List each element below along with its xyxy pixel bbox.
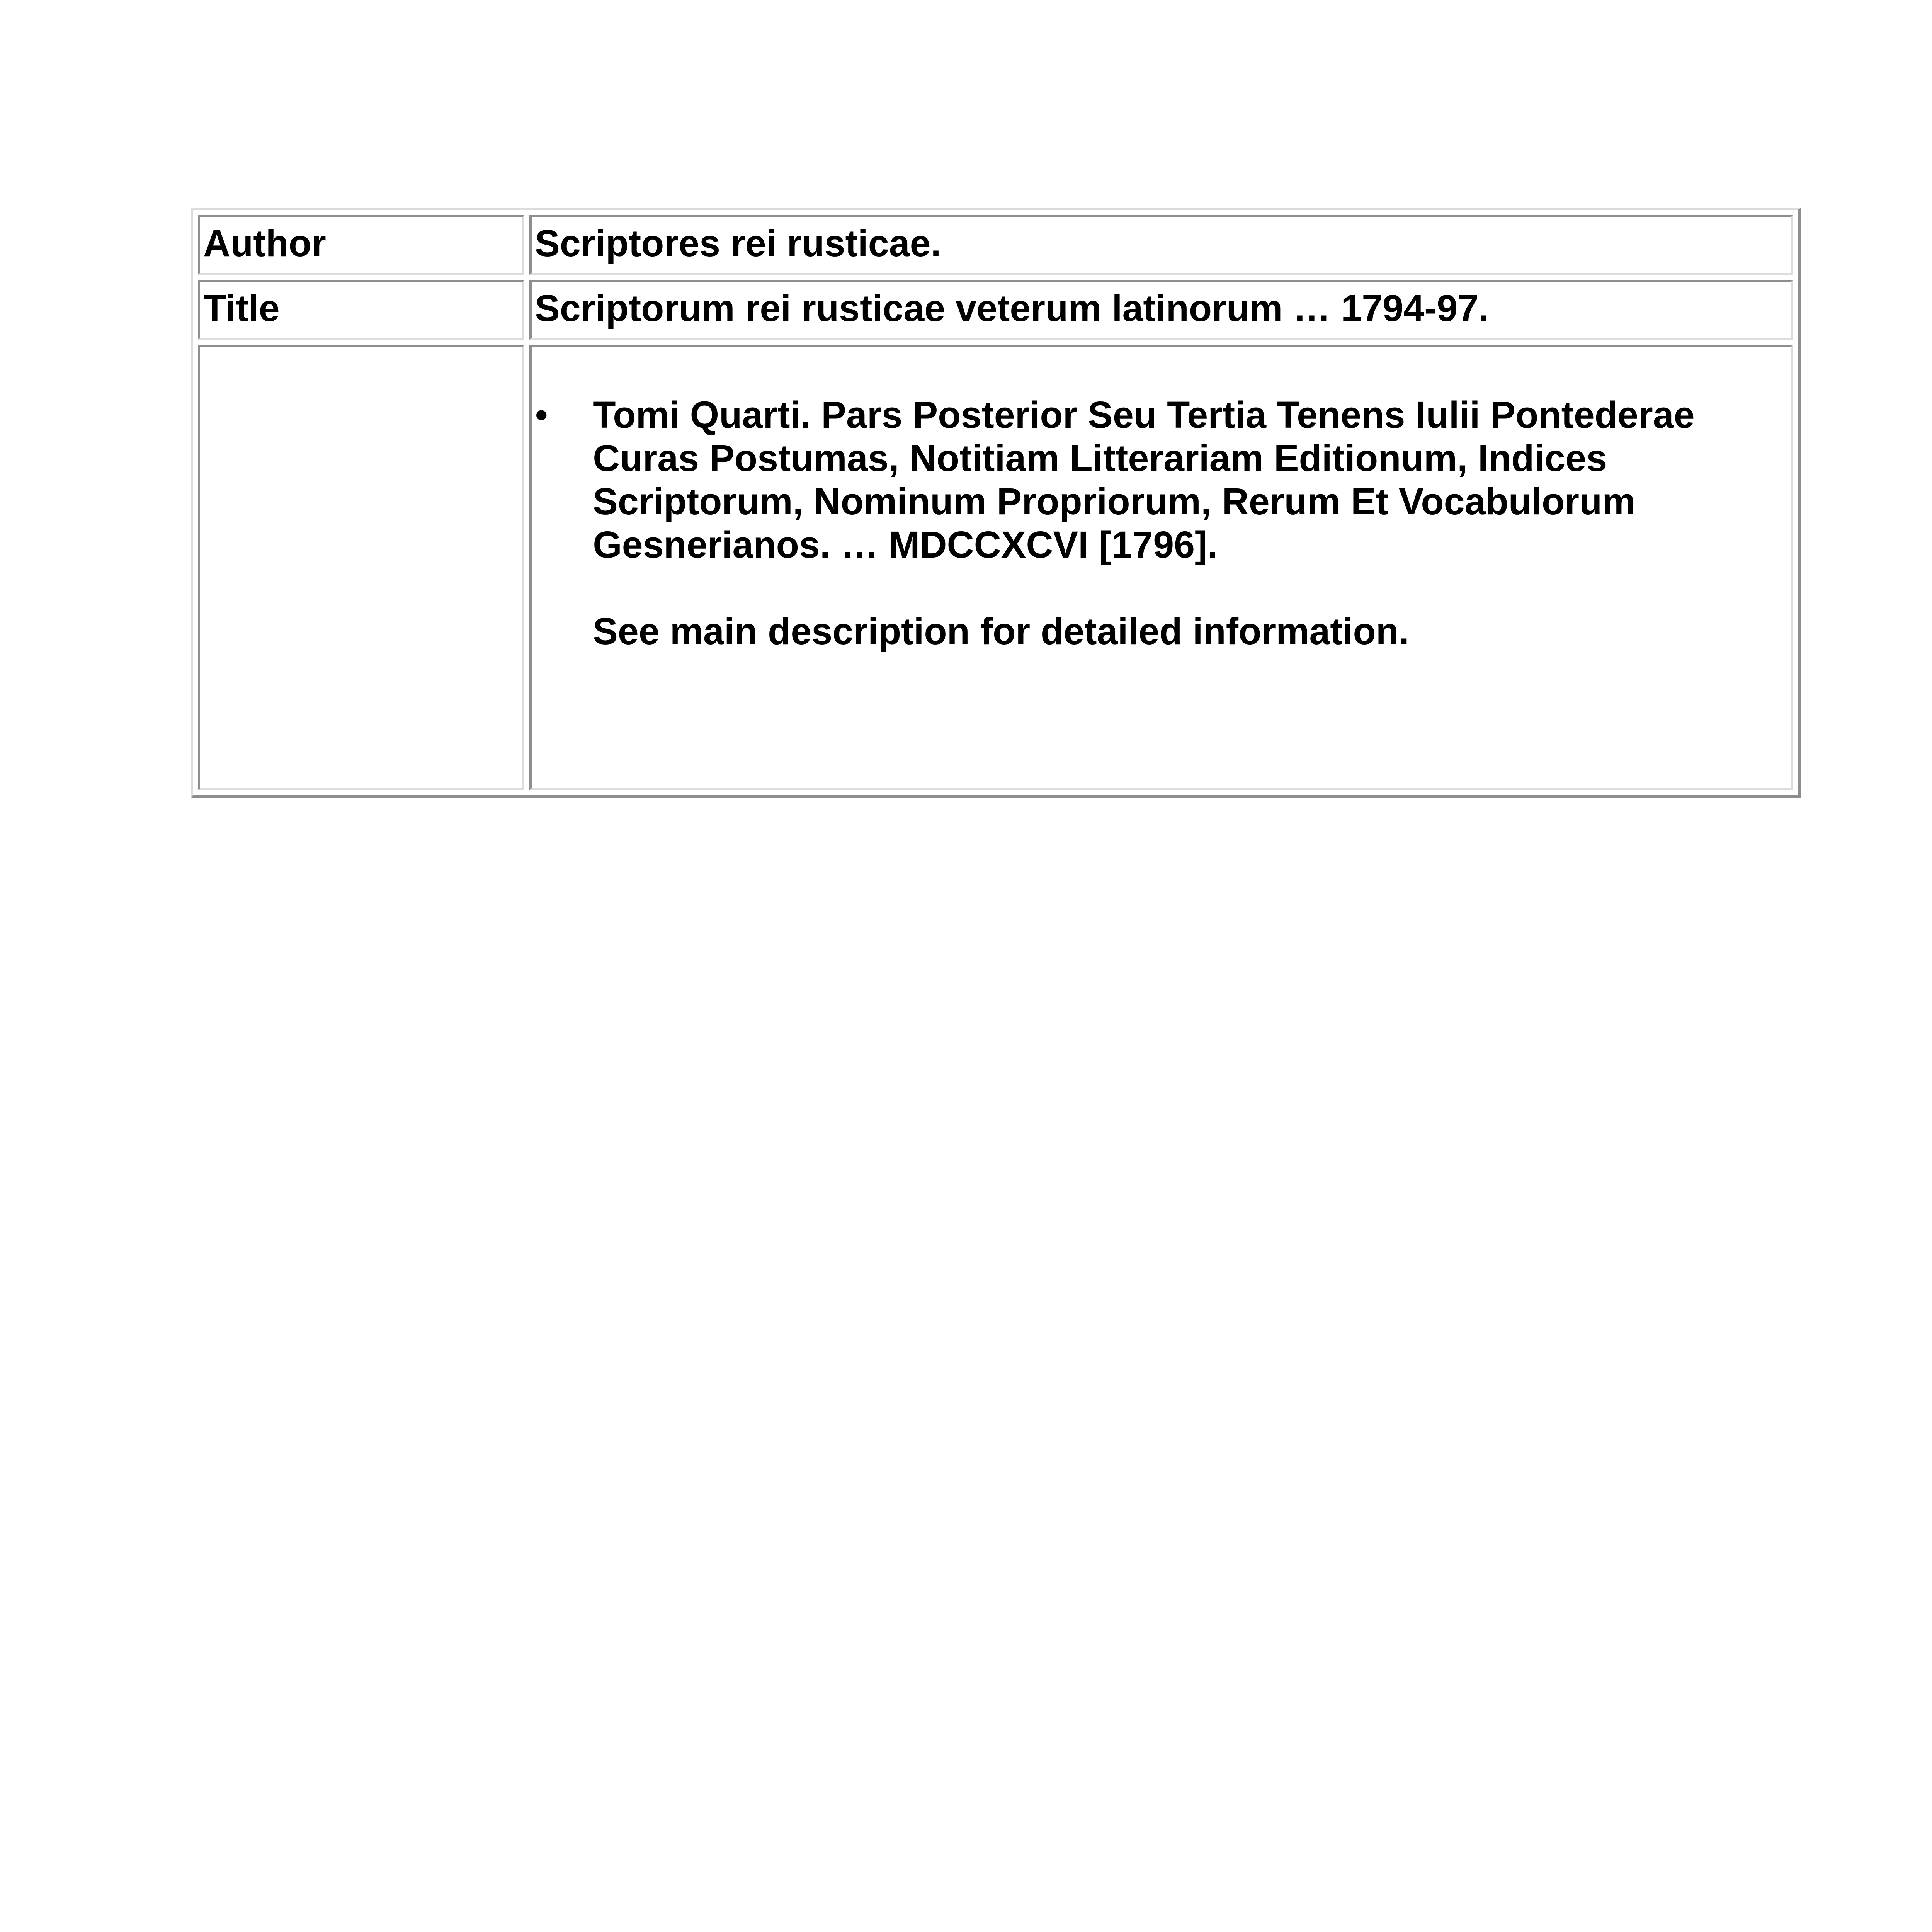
author-label: Author — [198, 215, 524, 275]
title-value: Scriptorum rei rusticae veterum latinorum … 1794-97. — [529, 280, 1793, 340]
author-row — [198, 215, 1793, 275]
contents-line: Gesnerianos. … MDCCXCVI [1796]. — [593, 524, 1218, 566]
catalog-record-table — [191, 208, 1801, 798]
contents-list — [535, 393, 1788, 653]
contents-line: Scriptorum, Nominum Propriorum, Rerum Et Vocabulorum — [593, 480, 1636, 522]
title-label: Title — [198, 280, 524, 340]
bullet-icon: • — [535, 394, 548, 436]
list-item — [535, 393, 1788, 653]
author-value: Scriptores rei rusticae. — [529, 215, 1793, 275]
contents-row — [198, 345, 1793, 790]
title-row — [198, 280, 1793, 340]
contents-label — [198, 345, 524, 790]
contents-note: See main description for detailed information. — [593, 610, 1409, 652]
contents-line: Curas Postumas, Notitiam Litterariam Editionum, Indices — [593, 437, 1607, 479]
spacer — [593, 566, 1788, 610]
contents-cell — [529, 345, 1793, 790]
contents-line: Tomi Quarti. Pars Posterior Seu Tertia Tenens Iulii Pontederae — [593, 394, 1695, 436]
